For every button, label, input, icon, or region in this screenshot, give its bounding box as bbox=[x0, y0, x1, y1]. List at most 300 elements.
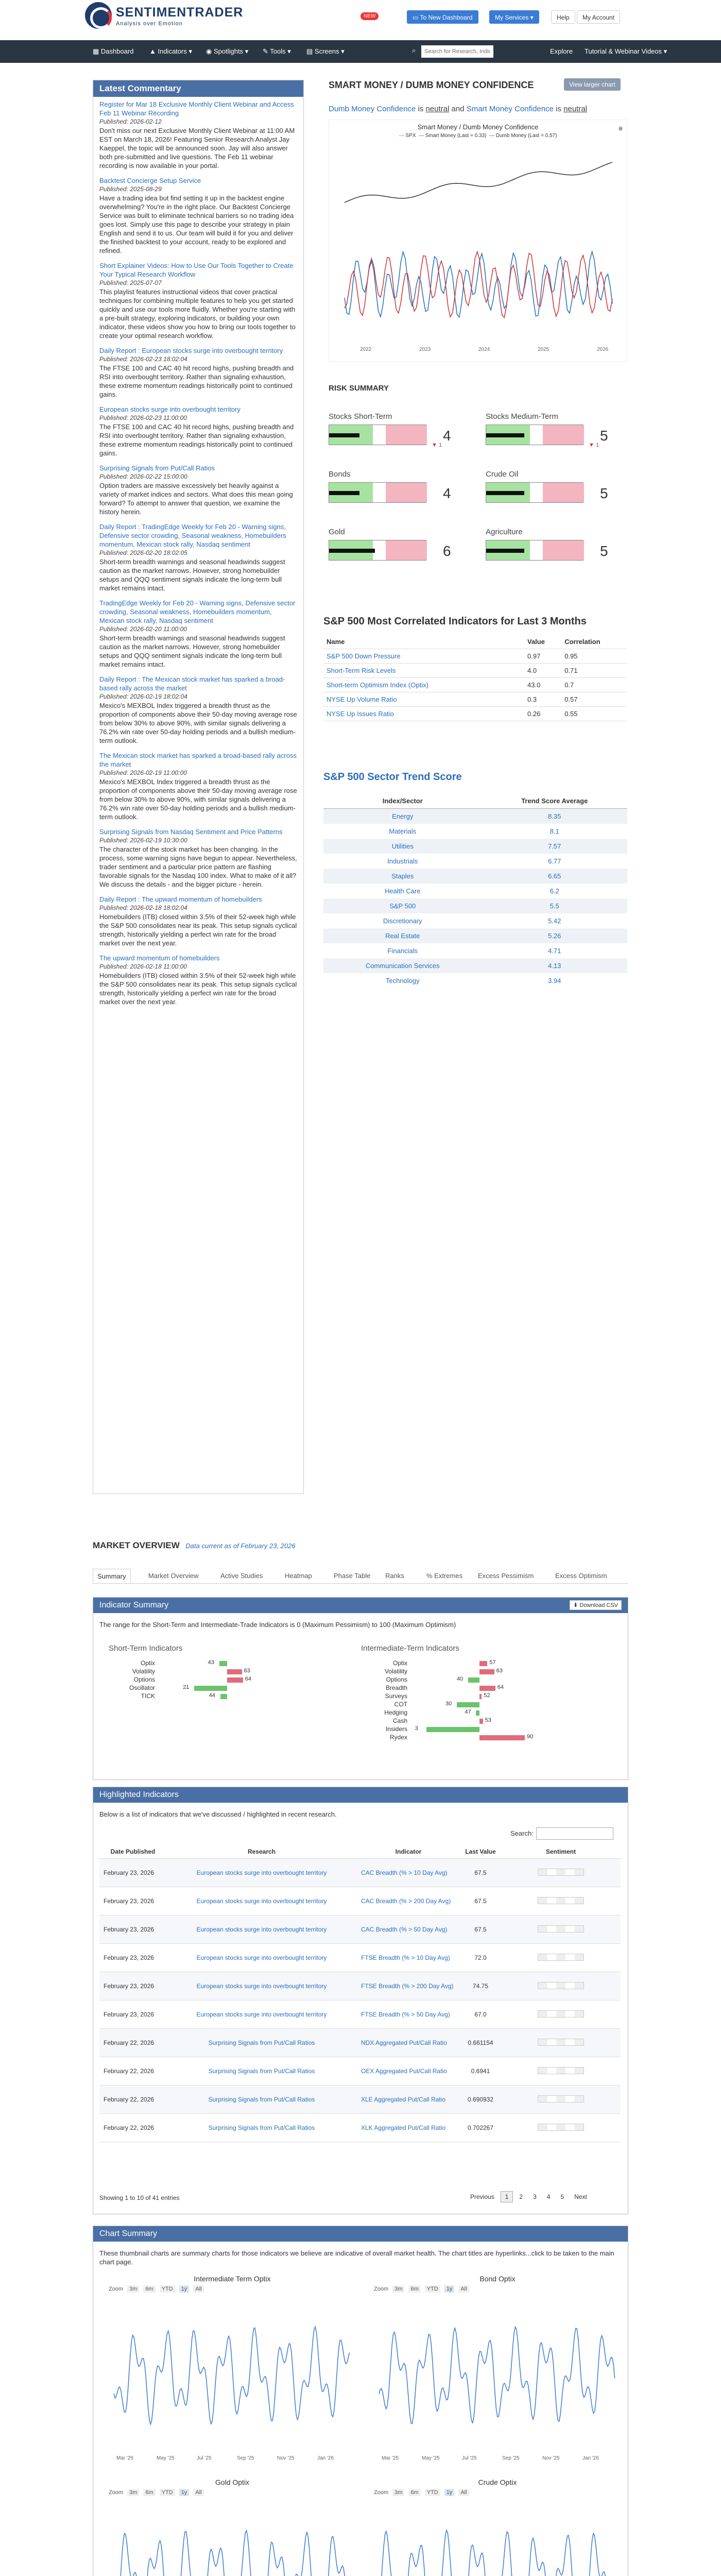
row-indicator-link[interactable]: FTSE Breadth (% > 10 Day Avg) bbox=[357, 1944, 460, 1972]
zoom-option[interactable]: 1y bbox=[444, 2285, 455, 2293]
row-indicator-link[interactable]: XLE Aggregated Put/Call Ratio bbox=[357, 2086, 460, 2114]
indicator-name[interactable]: Cash bbox=[392, 1717, 407, 1724]
zoom-option[interactable]: 6m bbox=[408, 2489, 420, 2496]
sector-row bbox=[323, 839, 627, 854]
sector-name-link[interactable]: Discretionary bbox=[383, 917, 422, 925]
main-nav bbox=[0, 40, 721, 63]
zoom-option[interactable]: YTD bbox=[160, 2489, 175, 2496]
commentary-item bbox=[93, 258, 303, 343]
indicator-value: 44 bbox=[209, 1692, 216, 1699]
row-sentiment bbox=[501, 2001, 621, 2029]
indicator-value: 30 bbox=[445, 1701, 452, 1707]
desc-is-2: is bbox=[556, 105, 561, 113]
brand-tagline: Analysis over Emotion bbox=[116, 21, 183, 27]
row-indicator-link[interactable]: XLK Aggregated Put/Call Ratio bbox=[357, 2114, 460, 2142]
indicator-bar bbox=[194, 1686, 227, 1691]
page-button[interactable]: 4 bbox=[546, 2193, 551, 2200]
correlated-corr: 0.57 bbox=[564, 696, 578, 703]
correlated-corr: 0.95 bbox=[564, 652, 578, 660]
indicator-name[interactable]: COT bbox=[394, 1701, 407, 1708]
correlated-row bbox=[323, 678, 627, 692]
risk-change: ▼ 1 bbox=[432, 442, 442, 448]
commentary-date: Published: 2026-02-23 18:02:04 bbox=[99, 355, 187, 363]
zoom-label: Zoom bbox=[109, 2489, 124, 2496]
dumb-money-state: neutral bbox=[425, 105, 450, 113]
commentary-date: Published: 2026-02-20 18:02:05 bbox=[99, 549, 187, 556]
market-tab[interactable]: Excess Pessimism bbox=[478, 1572, 534, 1580]
indicator-name[interactable]: Breadth bbox=[385, 1684, 407, 1691]
correlated-corr: 0.7 bbox=[564, 681, 574, 689]
row-sentiment bbox=[501, 1887, 621, 1916]
spotlight-icon: ◉ bbox=[206, 47, 214, 55]
risk-gauge bbox=[486, 425, 583, 445]
zoom-option[interactable]: 1y bbox=[179, 2489, 190, 2496]
sector-name-link[interactable]: Industrials bbox=[387, 857, 418, 865]
indicator-bar bbox=[220, 1694, 227, 1699]
sector-name-link[interactable]: Communication Services bbox=[323, 958, 482, 973]
nav-spotlights[interactable] bbox=[206, 40, 248, 63]
correlated-value: 0.97 bbox=[527, 652, 541, 660]
row-date: February 23, 2026 bbox=[99, 2001, 166, 2029]
download-csv-button[interactable]: ⬇ Download CSV bbox=[570, 1600, 622, 1610]
sentiment-gauge bbox=[538, 1954, 584, 1961]
year-tick: 2025 bbox=[538, 347, 550, 352]
risk-value: 4 bbox=[443, 428, 451, 444]
market-tab[interactable]: Heatmap bbox=[285, 1572, 312, 1580]
row-date: February 22, 2026 bbox=[99, 2086, 166, 2114]
commentary-body: Homebuilders (ITB) closed within 3.5% of their 52-week high while the S&P 500 consolidates near its peak. This setup signals cyclical strength, historically yielding a perfect win rate for the broad market over the next year. bbox=[99, 972, 297, 1006]
indicator-bar bbox=[426, 1727, 479, 1732]
indicator-value: 63 bbox=[496, 1668, 503, 1674]
desc-is: is bbox=[418, 105, 424, 113]
dumb-money-series bbox=[345, 251, 612, 317]
highlighted-panel bbox=[93, 1787, 628, 2214]
commentary-date: Published: 2025-07-07 bbox=[99, 279, 162, 286]
zoom-controls bbox=[374, 2489, 626, 2496]
row-research-link[interactable]: European stocks surge into overbought territory bbox=[166, 1859, 357, 1887]
my-services-button[interactable]: My Services ▾ bbox=[489, 10, 539, 24]
row-research-link[interactable]: European stocks surge into overbought territory bbox=[166, 1944, 357, 1972]
commentary-date: Published: 2026-02-18 18:02:04 bbox=[99, 904, 187, 911]
dumb-money-link[interactable]: Dumb Money Confidence bbox=[329, 105, 416, 113]
row-indicator-link[interactable]: NDX Aggregated Put/Call Ratio bbox=[357, 2029, 460, 2057]
row-research-link[interactable]: Surprising Signals from Put/Call Ratios bbox=[166, 2086, 357, 2114]
commentary-title-link[interactable]: Daily Report : TradingEdge Weekly for Feb 20 - Warning signs, Defensive sector crowding, Seasonal weakness, Homebuilders momentum, Mexican stock rally, Nasdaq sentiment bbox=[99, 523, 286, 548]
commentary-item bbox=[93, 461, 303, 519]
table-row bbox=[99, 1916, 621, 1944]
commentary-body: Have a trading idea but find setting it up in the backtest engine overwhelming? You're in the right place. Our Backtest Concierge Service was built to eliminate technical barriers so no trading idea goes lost. Simply use this page to describe your strategy in plain English and send it to us. Our team will build it for you and deliver the finished backtest to your account, ready to be explored and refined. bbox=[99, 194, 294, 255]
correlated-corr: 0.71 bbox=[564, 667, 578, 674]
risk-level-bar bbox=[486, 549, 524, 553]
x-tick-label: Nov '25 bbox=[542, 2455, 560, 2461]
sector-score: 7.57 bbox=[482, 839, 627, 854]
zoom-option[interactable]: All bbox=[458, 2489, 469, 2496]
nav-indicators[interactable] bbox=[149, 40, 192, 63]
row-indicator-link[interactable]: OEX Aggregated Put/Call Ratio bbox=[357, 2057, 460, 2086]
row-sentiment bbox=[501, 1859, 621, 1887]
sentiment-gauge bbox=[538, 1869, 584, 1876]
correlated-table bbox=[323, 635, 627, 721]
nav-tutorial[interactable]: Tutorial & Webinar Videos ▾ bbox=[585, 47, 667, 55]
search-label: Search: bbox=[510, 1829, 534, 1837]
commentary-title-link[interactable]: Backtest Concierge Setup Service bbox=[99, 177, 201, 184]
x-tick-label: May '25 bbox=[422, 2455, 440, 2461]
latest-commentary-title: Latest Commentary bbox=[93, 80, 303, 97]
sector-score: 4.13 bbox=[482, 958, 627, 973]
search-input[interactable] bbox=[421, 45, 493, 58]
commentary-title-link[interactable]: European stocks surge into overbought territory bbox=[99, 405, 241, 413]
smart-money-state: neutral bbox=[563, 105, 588, 113]
correlated-row bbox=[323, 664, 627, 678]
sentiment-gauge bbox=[538, 2039, 584, 2046]
screen-icon: ▤ bbox=[306, 47, 315, 55]
nav-explore[interactable]: Explore bbox=[550, 47, 573, 55]
chart-title-link[interactable]: Intermediate Term Optix bbox=[194, 2275, 271, 2283]
row-last-value: 0.661154 bbox=[460, 2029, 501, 2057]
row-indicator-link[interactable]: CAC Breadth (% > 10 Day Avg) bbox=[357, 1859, 460, 1887]
commentary-title-link[interactable]: Daily Report : European stocks surge into overbought territory bbox=[99, 347, 283, 354]
smart-money-title: SMART MONEY / DUMB MONEY CONFIDENCE bbox=[329, 80, 534, 90]
chart-title-link[interactable]: Crude Optix bbox=[478, 2478, 517, 2486]
view-larger-chart-button[interactable]: View larger chart bbox=[564, 78, 621, 91]
commentary-item bbox=[93, 402, 303, 461]
col-correlation: Correlation bbox=[564, 638, 600, 646]
legend-smart: Smart Money (Last = 0.33) bbox=[425, 133, 487, 139]
risk-item[interactable] bbox=[486, 412, 620, 448]
market-tab[interactable]: Phase Table bbox=[334, 1572, 371, 1580]
col-indicator[interactable]: Indicator bbox=[357, 1845, 460, 1859]
indicator-name[interactable]: Volatility bbox=[384, 1668, 407, 1675]
sector-name-link[interactable]: Financials bbox=[387, 947, 418, 955]
commentary-date: Published: 2026-02-22 15:00:00 bbox=[99, 473, 187, 480]
indicator-bar bbox=[479, 1661, 487, 1666]
sector-name-link[interactable]: Staples bbox=[323, 869, 482, 884]
sector-name-link[interactable]: Real Estate bbox=[323, 928, 482, 943]
smart-money-series bbox=[345, 251, 612, 317]
commentary-title-link[interactable]: Short Explainer Videos: How to Use Our Tools Together to Create Your Typical Research Workflow bbox=[99, 262, 294, 278]
risk-gauge bbox=[329, 482, 426, 503]
row-research-link[interactable]: European stocks surge into overbought territory bbox=[166, 1887, 357, 1916]
indicator-value: 43 bbox=[208, 1659, 214, 1666]
indicator-name[interactable]: Options bbox=[386, 1676, 407, 1683]
risk-value: 4 bbox=[443, 485, 451, 501]
risk-item[interactable] bbox=[329, 412, 462, 448]
row-indicator-link[interactable]: FTSE Breadth (% > 50 Day Avg) bbox=[357, 2001, 460, 2029]
risk-level-bar bbox=[329, 549, 375, 553]
nav-tools-label: Tools ▾ bbox=[270, 47, 291, 55]
indicator-bar bbox=[476, 1710, 479, 1716]
x-tick-label: Jul '25 bbox=[462, 2455, 477, 2461]
indicator-bar bbox=[479, 1669, 494, 1674]
page-button[interactable]: 5 bbox=[560, 2193, 564, 2200]
row-research-link[interactable]: Surprising Signals from Put/Call Ratios bbox=[166, 2057, 357, 2086]
sector-row bbox=[323, 899, 627, 913]
indicator-name[interactable]: Rydex bbox=[389, 1734, 407, 1741]
nav-dashboard-label: Dashboard bbox=[100, 47, 134, 55]
market-tab-bar bbox=[93, 1583, 628, 1584]
new-dashboard-label: To New Dashboard bbox=[420, 14, 473, 21]
col-sentiment[interactable]: Sentiment bbox=[501, 1845, 621, 1859]
row-research-link[interactable]: Surprising Signals from Put/Call Ratios bbox=[166, 2114, 357, 2142]
chart-icon: ▲ bbox=[149, 47, 158, 55]
zoom-option[interactable]: All bbox=[193, 2285, 203, 2293]
col-date[interactable]: Date Published bbox=[99, 1845, 166, 1859]
sector-name-link[interactable]: S&P 500 bbox=[323, 899, 482, 913]
row-date: February 23, 2026 bbox=[99, 1944, 166, 1972]
market-tab[interactable]: % Extremes bbox=[426, 1572, 463, 1580]
risk-value: 6 bbox=[443, 543, 451, 559]
table-row bbox=[99, 2086, 621, 2114]
indicator-value: 40 bbox=[457, 1676, 464, 1682]
x-tick-label: Jan '26 bbox=[317, 2455, 334, 2461]
zoom-option[interactable]: 6m bbox=[408, 2285, 420, 2293]
chart-tile bbox=[104, 2273, 361, 2468]
x-tick-label: Sep '25 bbox=[502, 2455, 520, 2461]
highlight-search-input[interactable] bbox=[536, 1827, 613, 1840]
indicator-bar bbox=[479, 1686, 495, 1691]
x-tick-label: Sep '25 bbox=[237, 2455, 254, 2461]
short-term-title: Short-Term Indicators bbox=[109, 1644, 183, 1653]
indicator-name[interactable]: Hedging bbox=[384, 1709, 407, 1716]
table-row bbox=[99, 2114, 621, 2142]
row-indicator-link[interactable]: CAC Breadth (% > 200 Day Avg) bbox=[357, 1887, 460, 1916]
indicator-name[interactable]: Optix bbox=[392, 1659, 407, 1667]
commentary-body: Mexico's MEXBOL Index triggered a breadth thrust as the proportion of components above their 50-day moving average rose from below 30% to above 90%, with similar signals delivering a 76.2% win rate over 50-day holding periods and a bullish medium-term outlook. bbox=[99, 702, 297, 744]
sector-score: 4.71 bbox=[548, 947, 561, 955]
chart-title-link[interactable]: Gold Optix bbox=[215, 2478, 250, 2486]
risk-label: Crude Oil bbox=[486, 470, 519, 479]
indicator-name[interactable]: Options bbox=[133, 1676, 155, 1683]
risk-label: Bonds bbox=[329, 470, 351, 479]
zoom-option[interactable]: 6m bbox=[143, 2285, 155, 2293]
my-account-button[interactable]: My Account bbox=[577, 10, 620, 24]
row-date: February 23, 2026 bbox=[99, 1972, 166, 2001]
row-indicator-link[interactable]: CAC Breadth (% > 50 Day Avg) bbox=[357, 1916, 460, 1944]
row-last-value: 0.6941 bbox=[460, 2057, 501, 2086]
risk-item[interactable] bbox=[329, 528, 462, 558]
zoom-option[interactable]: All bbox=[193, 2489, 203, 2496]
nav-screens[interactable] bbox=[306, 40, 345, 63]
indicator-name[interactable]: Volatility bbox=[132, 1668, 155, 1675]
indicator-name[interactable]: Insiders bbox=[385, 1725, 407, 1733]
page-button[interactable]: Next bbox=[574, 2193, 587, 2200]
sector-row bbox=[323, 869, 627, 884]
commentary-date: Published: 2026-02-19 10:30:00 bbox=[99, 837, 187, 844]
nav-indicators-label: Indicators ▾ bbox=[158, 47, 192, 55]
market-tab[interactable]: Summary bbox=[93, 1569, 131, 1583]
chart-plot bbox=[374, 2298, 621, 2453]
commentary-item bbox=[93, 97, 303, 173]
col-name: Name bbox=[327, 638, 345, 646]
zoom-option[interactable]: YTD bbox=[425, 2285, 440, 2293]
commentary-title-link[interactable]: The Mexican stock market has sparked a broad-based rally across the market bbox=[99, 752, 297, 768]
brand-name: SENTIMENTRADER bbox=[116, 5, 244, 20]
nav-tools[interactable] bbox=[263, 40, 291, 63]
zoom-option[interactable]: 1y bbox=[444, 2489, 455, 2496]
correlated-value: 4.0 bbox=[527, 667, 537, 674]
risk-label: Agriculture bbox=[486, 528, 523, 536]
chart-menu-icon[interactable]: ≡ bbox=[618, 124, 623, 132]
indicator-bar bbox=[227, 1677, 243, 1683]
sector-score: 3.94 bbox=[548, 977, 561, 985]
zoom-option[interactable]: 3m bbox=[392, 2489, 404, 2496]
indicator-value: 47 bbox=[465, 1709, 471, 1715]
risk-summary-title: RISK SUMMARY bbox=[329, 384, 389, 393]
chart-series bbox=[379, 2327, 615, 2424]
commentary-title-link[interactable]: Register for Mar 18 Exclusive Monthly Client Webinar and Access Feb 11 Webinar Recording bbox=[99, 100, 294, 117]
commentary-body: Option traders are massive excessively bet heavily against a variety of market indices and sectors. What does this mean going forward? To attempt to answer that question, we examine the history herein. bbox=[99, 482, 293, 516]
sentiment-gauge bbox=[538, 1897, 584, 1904]
row-research-link[interactable]: Surprising Signals from Put/Call Ratios bbox=[166, 2029, 357, 2057]
sector-score: 5.42 bbox=[548, 917, 561, 925]
zoom-option[interactable]: All bbox=[458, 2285, 469, 2293]
row-date: February 22, 2026 bbox=[99, 2114, 166, 2142]
zoom-option[interactable]: YTD bbox=[160, 2285, 175, 2293]
risk-level-bar bbox=[486, 433, 524, 437]
commentary-date: Published: 2026-02-19 11:00:00 bbox=[99, 769, 187, 776]
chart-summary-title: Chart Summary bbox=[93, 2226, 628, 2242]
smart-money-svg bbox=[329, 141, 628, 362]
page-button[interactable]: 1 bbox=[501, 2191, 513, 2202]
commentary-title-link[interactable]: The upward momentum of homebuilders bbox=[99, 954, 220, 962]
commentary-title-link[interactable]: Surprising Signals from Nasdaq Sentiment and Price Patterns bbox=[99, 828, 283, 836]
row-last-value: 0.702267 bbox=[460, 2114, 501, 2142]
commentary-item bbox=[93, 892, 303, 951]
table-row bbox=[99, 2029, 621, 2057]
zoom-option[interactable]: 3m bbox=[392, 2285, 404, 2293]
row-research-link[interactable]: European stocks surge into overbought territory bbox=[166, 2001, 357, 2029]
table-row bbox=[99, 1972, 621, 2001]
commentary-title-link[interactable]: TradingEdge Weekly for Feb 20 - Warning signs, Defensive sector crowding, Seasonal weakness, Homebuilders momentum, Mexican stock rally, Nasdaq sentiment bbox=[99, 599, 296, 624]
sector-row bbox=[323, 809, 627, 824]
page-button[interactable]: Previous bbox=[470, 2193, 494, 2200]
sector-name-link[interactable]: Materials bbox=[389, 827, 417, 835]
indicator-value: 64 bbox=[245, 1676, 252, 1682]
row-last-value: 0.690932 bbox=[460, 2086, 501, 2114]
correlated-value: 0.3 bbox=[527, 696, 537, 703]
table-row bbox=[99, 1887, 621, 1916]
market-tab[interactable]: Market Overview bbox=[148, 1572, 199, 1580]
nav-dashboard[interactable] bbox=[93, 40, 134, 63]
zoom-label: Zoom bbox=[374, 2489, 389, 2496]
row-last-value: 72.0 bbox=[460, 1944, 501, 1972]
row-sentiment bbox=[501, 1972, 621, 2001]
chart-title-link[interactable]: Bond Optix bbox=[479, 2275, 516, 2283]
indicator-name[interactable]: Optix bbox=[140, 1659, 155, 1667]
zoom-controls bbox=[109, 2489, 361, 2496]
sector-name-link[interactable]: Energy bbox=[323, 809, 482, 824]
zoom-option[interactable]: 3m bbox=[127, 2285, 139, 2293]
sentiment-gauge bbox=[538, 2067, 584, 2074]
commentary-date: Published: 2026-02-20 11:00:00 bbox=[99, 625, 187, 633]
zoom-controls bbox=[374, 2286, 626, 2292]
page-button[interactable]: 3 bbox=[533, 2193, 537, 2200]
risk-level-bar bbox=[329, 491, 359, 495]
legend-spx: SPX bbox=[405, 133, 416, 139]
brand-logo[interactable] bbox=[85, 2, 244, 31]
row-sentiment bbox=[501, 2086, 621, 2114]
indicator-name[interactable]: TICK bbox=[141, 1692, 155, 1700]
market-overview-heading bbox=[93, 1540, 296, 1551]
chart-series bbox=[379, 2530, 615, 2576]
row-indicator-link[interactable]: FTSE Breadth (% > 200 Day Avg) bbox=[357, 1972, 460, 2001]
correlated-name-link[interactable]: NYSE Up Volume Ratio bbox=[327, 696, 397, 703]
commentary-title-link[interactable]: Surprising Signals from Put/Call Ratios bbox=[99, 464, 215, 472]
zoom-option[interactable]: 1y bbox=[179, 2285, 190, 2293]
commentary-body: Mexico's MEXBOL Index triggered a breadth thrust as the proportion of components above their 50-day moving average rose from below 30% to above 90%, with similar signals delivering a 76.2% win rate over 50-day holding periods and a bullish medium-term outlook. bbox=[99, 778, 297, 821]
commentary-date: Published: 2026-02-23 11:00:00 bbox=[99, 414, 187, 421]
row-sentiment bbox=[501, 2057, 621, 2086]
spx-series bbox=[345, 162, 612, 202]
inter-term-title: Intermediate-Term Indicators bbox=[361, 1644, 459, 1653]
correlated-name-link[interactable]: Short-Term Risk Levels bbox=[327, 667, 396, 674]
risk-gauge bbox=[329, 540, 426, 561]
year-tick: 2023 bbox=[419, 347, 431, 352]
zoom-option[interactable]: 6m bbox=[143, 2489, 155, 2496]
zoom-option[interactable]: 3m bbox=[127, 2489, 139, 2496]
row-date: February 22, 2026 bbox=[99, 2057, 166, 2086]
commentary-title-link[interactable]: Daily Report : The Mexican stock market has sparked a broad-based rally across the market bbox=[99, 675, 285, 692]
correlated-name-link[interactable]: NYSE Up Issues Ratio bbox=[327, 710, 394, 718]
indicator-name[interactable]: Oscillator bbox=[129, 1684, 155, 1691]
col-last-value[interactable]: Last Value bbox=[460, 1845, 501, 1859]
indicator-value: 63 bbox=[244, 1668, 250, 1674]
sector-row bbox=[323, 928, 627, 943]
risk-item[interactable] bbox=[329, 470, 462, 501]
zoom-option[interactable]: YTD bbox=[425, 2489, 440, 2496]
row-last-value: 67.5 bbox=[460, 1859, 501, 1887]
market-tab[interactable]: Excess Optimism bbox=[555, 1572, 607, 1580]
page-button[interactable]: 2 bbox=[519, 2193, 523, 2200]
indicator-summary-desc: The range for the Short-Term and Intermediate-Trade Indicators is 0 (Maximum Pessimism) to 100 (Maximum Optimism) bbox=[99, 1621, 456, 1629]
sector-row bbox=[323, 854, 627, 869]
pagination bbox=[464, 2191, 591, 2202]
smart-money-link[interactable]: Smart Money Confidence bbox=[466, 105, 554, 113]
correlated-name-link[interactable]: S&P 500 Down Pressure bbox=[327, 652, 401, 660]
indicator-bar bbox=[468, 1677, 479, 1683]
market-tab[interactable]: Active Studies bbox=[220, 1572, 263, 1580]
sector-name-link[interactable]: Technology bbox=[385, 977, 420, 985]
col-research[interactable]: Research bbox=[166, 1845, 357, 1859]
indicator-value: 21 bbox=[183, 1684, 190, 1690]
risk-item[interactable] bbox=[486, 528, 620, 558]
sector-name-link[interactable]: Health Care bbox=[385, 887, 421, 895]
highlighted-title: Highlighted Indicators bbox=[93, 1787, 628, 1803]
indicator-bar bbox=[479, 1694, 482, 1699]
indicator-name[interactable]: Surveys bbox=[385, 1692, 407, 1700]
new-dashboard-button[interactable] bbox=[407, 10, 478, 24]
risk-item[interactable] bbox=[486, 470, 620, 501]
commentary-date: Published: 2026-02-12 bbox=[99, 118, 162, 125]
risk-change: ▼ 1 bbox=[589, 442, 599, 448]
sector-row bbox=[323, 913, 627, 928]
zoom-label: Zoom bbox=[109, 2286, 124, 2292]
row-research-link[interactable]: European stocks surge into overbought territory bbox=[166, 1916, 357, 1944]
sector-name-link[interactable]: Utilities bbox=[323, 839, 482, 854]
risk-gauge bbox=[486, 482, 583, 503]
logo-mark-icon bbox=[85, 2, 112, 29]
x-tick-label: May '25 bbox=[157, 2455, 175, 2461]
help-button[interactable]: Help bbox=[551, 10, 575, 24]
indicator-bar bbox=[457, 1702, 479, 1707]
nav-screens-label: Screens ▾ bbox=[314, 47, 345, 55]
correlated-name-link[interactable]: Short-term Optimism Index (Optix) bbox=[327, 681, 428, 689]
col-trend: Trend Score Average bbox=[482, 793, 627, 809]
row-research-link[interactable]: European stocks surge into overbought territory bbox=[166, 1972, 357, 2001]
smart-money-chart bbox=[329, 120, 627, 362]
market-tab[interactable]: Ranks bbox=[385, 1572, 404, 1580]
commentary-title-link[interactable]: Daily Report : The upward momentum of homebuilders bbox=[99, 895, 262, 903]
